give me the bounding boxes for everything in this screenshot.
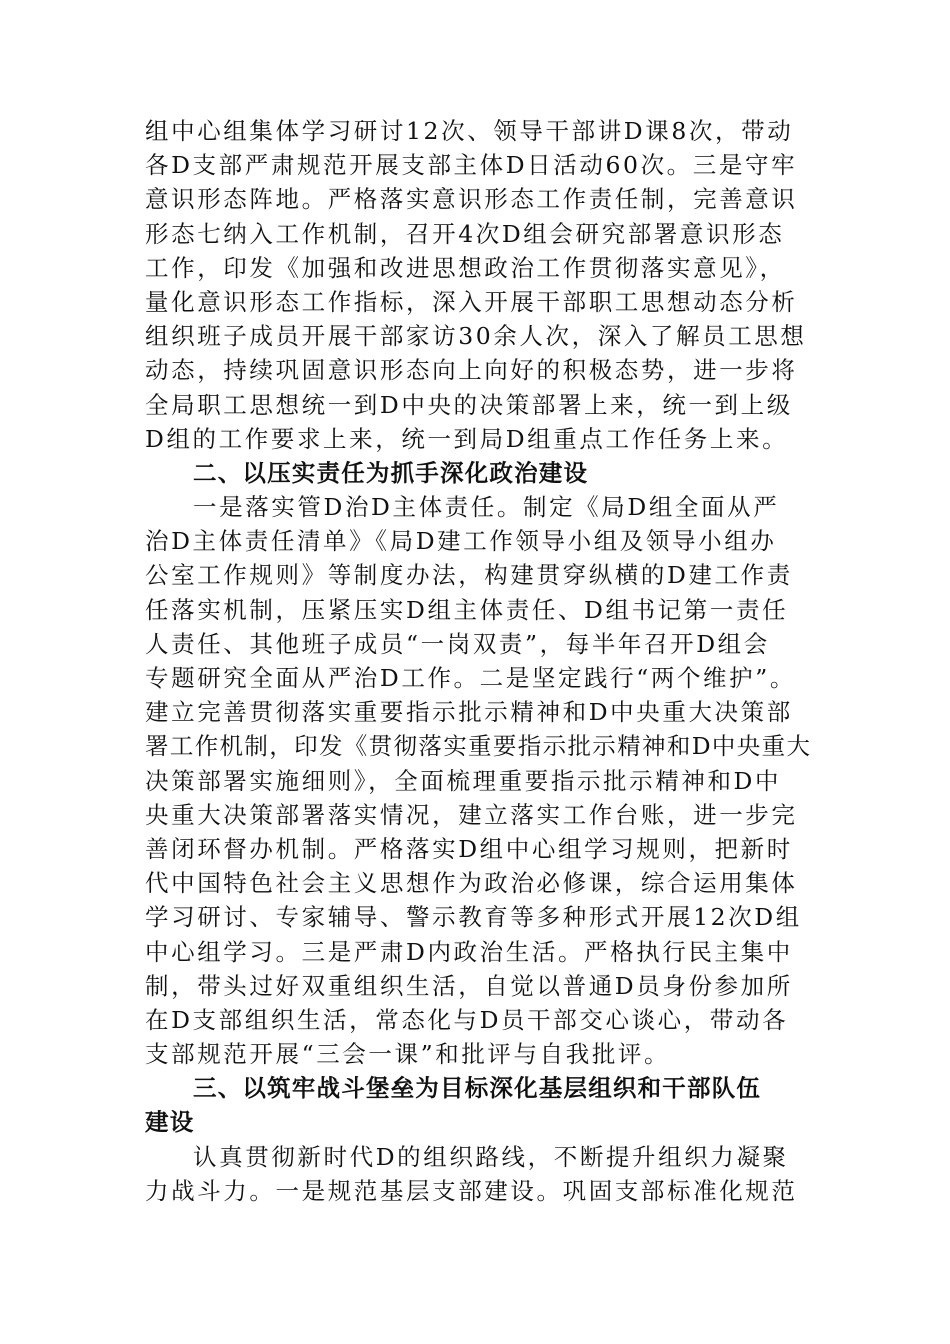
body-text-line: 在D支部组织生活，常态化与D员干部交心谈心，带动各 [145,1005,789,1034]
body-text-line: 全局职工思想统一到D中央的决策部署上来，统一到上级 [145,390,793,419]
body-text-line: 公室工作规则》等制度办法，构建贯穿纵横的D建工作责 [145,561,793,590]
body-text-line: 支部规范开展“三会一课”和批评与自我批评。 [145,1040,671,1069]
body-text-line: 动态，持续巩固意识形态向上向好的积极态势，进一步将 [145,356,798,385]
body-text-line: 组中心组集体学习研讨12次、领导干部讲D课8次，带动 [145,117,794,145]
body-text-line: 任落实机制，压紧压实D组主体责任、D组书记第一责任 [145,595,789,624]
body-text-line: 人责任、其他班子成员“一岗双责”，每半年召开D组会 [145,629,770,658]
body-text-line: 力战斗力。一是规范基层支部建设。巩固支部标准化规范 [145,1176,798,1205]
body-text-line: 认真贯彻新时代D的组织路线，不断提升组织力凝聚 [193,1142,789,1171]
section-heading-line: 建设 [145,1108,195,1137]
body-text-line: 意识形态阵地。严格落实意识形态工作责任制，完善意识 [145,185,798,214]
body-text-line: 善闭环督办机制。严格落实D组中心组学习规则，把新时 [145,834,793,863]
section-heading-line: 二、以压实责任为抓手深化政治建设 [193,458,589,487]
body-text-line: 代中国特色社会主义思想作为政治必修课，综合运用集体 [145,869,798,898]
body-text-line: 工作，印发《加强和改进思想政治工作贯彻落实意见》， [145,253,786,282]
section-heading-line: 三、以筑牢战斗堡垒为目标深化基层组织和干部队伍 [193,1074,762,1103]
body-text-line: 中心组学习。三是严肃D内政治生活。严格执行民主集中 [145,937,793,966]
body-text-line: 各D支部严肃规范开展支部主体D日活动60次。三是守牢 [145,151,798,180]
body-text-line: D组的工作要求上来，统一到局D组重点工作任务上来。 [145,424,789,453]
body-text-line: 决策部署实施细则》，全面梳理重要指示批示精神和D中 [145,766,782,795]
document-body [145,114,810,1208]
body-text-line: 学习研讨、专家辅导、警示教育等多种形式开展12次D组 [145,903,802,932]
body-text-line: 组织班子成员开展干部家访30余人次，深入了解员工思想 [145,322,807,351]
body-text-line: 专题研究全面从严治D工作。二是坚定践行“两个维护”。 [145,664,796,692]
body-text-line: 建立完善贯彻落实重要指示批示精神和D中央重大决策部 [145,698,793,727]
body-text-line: 一是落实管D治D主体责任。制定《局D组全面从严 [193,493,780,522]
body-text-line: 形态七纳入工作机制，召开4次D组会研究部署意识形态 [145,219,785,248]
body-text-line: 制，带头过好双重组织生活，自觉以普通D员身份参加所 [145,971,793,1000]
body-text-line: 治D主体责任清单》《局D建工作领导小组及领导小组办 [145,527,777,556]
body-text-line: 署工作机制，印发《贯彻落实重要指示批示精神和D中央重大 [145,732,812,761]
body-text-line: 量化意识形态工作指标，深入开展干部职工思想动态分析 [145,287,798,316]
body-text-line: 央重大决策部署落实情况，建立落实工作台账，进一步完 [145,800,798,829]
